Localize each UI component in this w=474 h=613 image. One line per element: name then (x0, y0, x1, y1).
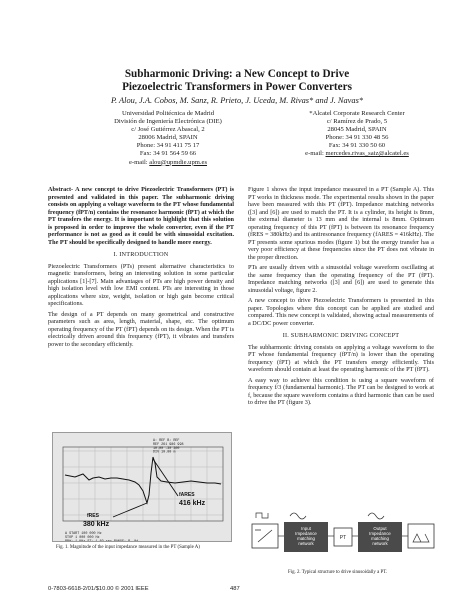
intro-paragraph-2: The design of a PT depends on many geometrical and constructive parameters such as area, length, material, shape, etc. The optimum operating frequency of the PT (fPT) depends on its design. When the PT is electrically driven around this frequency (fPT), it vibrates and transfers power to the secondary efficiently. (48, 310, 234, 348)
fares-value: 416 kHz (179, 500, 206, 507)
title-line-2: Piezoelectric Transformers in Power Converters (122, 81, 352, 93)
affil-left-email (100, 159, 236, 167)
affiliation-right (272, 110, 442, 159)
sine-wave-icon (290, 513, 384, 519)
affil-right-line: 28045 Madrid, SPAIN (327, 126, 387, 134)
paper-title (60, 68, 414, 94)
abstract: Abstract- A new concept to drive Piezoelectric Transformers (PT) is presented and validated in this paper. The subharmonic driving consists on applying a voltage waveform to the PT whose fundamental frequency (fPT/n) contains the resonance harmonic (fPT) at which the PT transfers the energy. It is important to highlight that this solution is proposed in order to improve the whole converter, even if the PT performance is not as good as it could be with sinusoidal excitation. The PT should be specifically designed to handle more energy. (48, 186, 234, 246)
pt-label: PT (339, 535, 347, 541)
affil-right-email (272, 150, 442, 158)
author-list: P. Alou, J.A. Cobos, M. Sanz, R. Prieto, J. Uceda, M. Rivas* and J. Navas* (110, 96, 364, 105)
right-paragraph-4: The subharmonic driving consists on applying a voltage waveform to the PT whose fundamental frequency (fPT/n) is lower than the operating frequency (fPT) at which the PT transfers energy efficiently. This waveform should contain at least the operating harmonic of the PT (fPT). (248, 343, 434, 373)
page-number: 487 (230, 586, 240, 592)
square-wave-icon (256, 513, 268, 518)
email-prefix: e-mail: (305, 150, 326, 158)
affil-right-line: Phone: 34 91 330 48 56 (325, 134, 389, 142)
title-line-1: Subharmonic Driving: a New Concept to Drive (124, 68, 350, 80)
section-heading-subharmonic: II. SUBHARMONIC DRIVING CONCEPT (282, 332, 400, 339)
block-diagram-svg (250, 508, 436, 566)
email-prefix: e-mail: (128, 158, 150, 166)
affil-left-line: c/ José Gutiérrez Abascal, 2 (131, 126, 205, 134)
right-paragraph-3: A new concept to drive Piezoelectric Transformers is presented in this paper. Topologies where this concept can be applied are studied and compared. This new concept is validated, showing actual measurements of a DC/DC power converter. (248, 297, 434, 327)
affil-left-line: 28006 Madrid, SPAIN (138, 134, 198, 142)
fres-label: fRES (87, 513, 99, 519)
affil-left-line: Fax: 34 91 564 59 66 (139, 150, 197, 158)
affil-left-line: División de Ingeniería Electrónica (DIE) (114, 118, 222, 126)
footer-copyright: 0-7803-6618-2/01/$10.00 © 2001 IEEE (48, 586, 149, 592)
email-link-left[interactable]: alou@upmdie.upm.es (149, 158, 208, 166)
figure-1-impedance-plot (52, 432, 232, 542)
right-paragraph-1: Figure 1 shows the input impedance measured in a PT (Sample A). This PT works in thickness mode. The experimental results shown in the paper have been measured with this PT (fPT). Impedance matching networks ([3] and [6]) are used to match the PT. It is a cylinder, its height is 8mm, the external diameter is 13 mm and the internal is 8mm. Optimum operating frequency of this PT (fPT) is between its resonance frequency (fRES = 380kHz) and its antiresonance frequency (fARES = 416kHz). The PT presents some spurious modes (figure 1) but the energy transfer has a very poor efficiency at these frequencies since the PT does not vibrate in the proper direction. (248, 186, 434, 261)
affil-right-line: Fax: 34 91 330 50 60 (328, 142, 386, 150)
section-heading-introduction: I. INTRODUCTION (113, 251, 169, 258)
email-link-right[interactable]: mercedes.rivas_saiz@alcatel.es (325, 150, 409, 158)
bottom-readout: A START 100 000 Hz STOP 1 000 000 Hz (65, 532, 102, 540)
figure-2-caption: Fig. 2. Typical structure to drive sinusoidally a PT. (288, 570, 388, 575)
affil-left-line: Phone: 34 91 411 75 17 (136, 142, 200, 150)
figure-1-caption: Fig. 1. Magnitude of the input impedance measured in the PT (Sample A) (56, 545, 200, 550)
affil-right-line: c/ Ramírez de Prado, 5 (326, 118, 388, 126)
affil-left-line: Universidad Politécnica de Madrid (121, 110, 215, 117)
left-column (48, 186, 234, 351)
right-paragraph-5: A easy way to achieve this condition is using a square waveform of frequency f/3 (fundamental harmonic). The PT can be designed to work at f, because the square waveform contains a third harmonic than can be used to drive the PT (figure 3). (248, 376, 434, 406)
impedance-plot-svg (53, 433, 231, 541)
figure-2-block-diagram (250, 508, 436, 566)
fres-value: 380 kHz (83, 521, 110, 528)
affil-right-line: *Alcatel Corporate Research Center (309, 110, 405, 117)
fares-label: fARES (179, 492, 195, 498)
input-matching-label: Input Impedance matching network (295, 526, 317, 547)
top-readout: A: REF B: REF REF 261 986 998 10.00 -30 300 DIV 10.00 m (153, 439, 184, 455)
output-matching-label: Output Impedance matching network (369, 526, 391, 547)
rectifier-block (408, 524, 434, 548)
affiliation-left (100, 110, 236, 167)
right-paragraph-2: PTs are usually driven with a sinusoidal voltage waveform oscillating at the same frequency than the operating frequency of the PT (fPT). Impedance matching networks ([3] and [6]) are used to generate this sinusoidal voltage, figure 2. (248, 264, 434, 294)
intro-paragraph-1: Piezoelectric Transformers (PTs) present alternative characteristics to magnetic transformers, being an interesting solution in some particular applications [1]-[7]. Main advantages of PTs are high power density and high isolation level with low EMI content. PTs are interesting in those applications where size, weight, isolation or high gain become critical specifications. (48, 262, 234, 307)
right-column (248, 186, 434, 410)
